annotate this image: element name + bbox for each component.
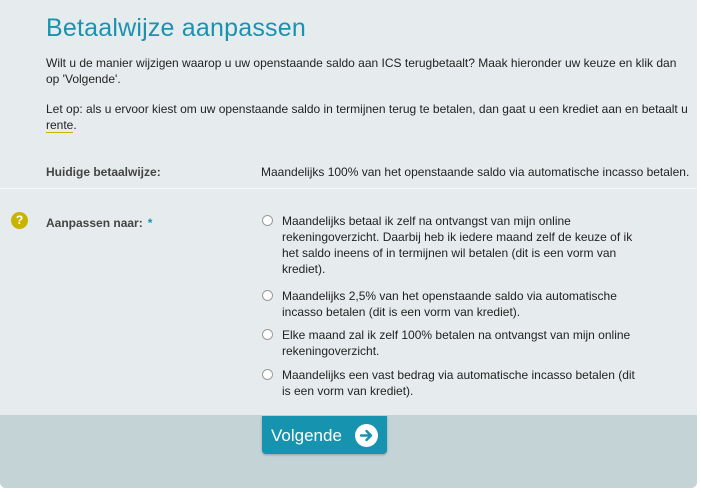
- next-button-label: Volgende: [271, 426, 342, 445]
- payment-option-label: Maandelijks een vast bedrag via automatische incasso betalen (dit is een vorm van krediet).: [282, 368, 635, 398]
- payment-option-self-pay-100[interactable]: [262, 327, 662, 359]
- payment-option-self-pay-choice[interactable]: [262, 213, 662, 277]
- current-method-value: Maandelijks 100% van het openstaande saldo via automatische incasso betalen.: [261, 165, 690, 179]
- radio-button[interactable]: [262, 329, 273, 340]
- intro-text: Wilt u de manier wijzigen waarop u uw openstaande saldo aan ICS terugbetaalt? Maak hieronder uw keuze en klik dan op 'Volgende'.: [46, 56, 677, 86]
- notice-text-start: Let op: als u ervoor kiest om uw openstaande saldo in termijnen terug te betalen, dan gaat u een krediet aan en betaalt u: [46, 102, 688, 116]
- rente-link[interactable]: rente: [46, 117, 74, 132]
- payment-option-label: Maandelijks 2,5% van het openstaande saldo via automatische incasso betalen (dit is een vorm van krediet).: [282, 289, 617, 319]
- notice-text-end: .: [73, 117, 77, 132]
- page-title: Betaalwijze aanpassen: [46, 14, 306, 42]
- divider: [0, 188, 697, 189]
- required-marker: *: [147, 216, 153, 230]
- change-to-label-text: Aanpassen naar:: [46, 216, 143, 230]
- radio-button[interactable]: [262, 215, 273, 226]
- next-button[interactable]: [262, 416, 387, 454]
- payment-option-label: Maandelijks betaal ik zelf na ontvangst van mijn online rekeningoverzicht. Daarbij heb ik iedere maand zelf de keuze of ik het saldo ineens of in termijnen wil betalen (dit is een vorm van krediet).: [282, 214, 633, 276]
- help-icon[interactable]: ?: [11, 212, 28, 229]
- radio-button[interactable]: [262, 369, 273, 380]
- notice-text: [46, 102, 696, 133]
- payment-option-direct-debit-2-5[interactable]: [262, 288, 662, 320]
- arrow-right-icon: [355, 424, 378, 447]
- change-to-label: [46, 216, 152, 230]
- payment-option-label: Elke maand zal ik zelf 100% betalen na ontvangst van mijn online rekeningoverzicht.: [282, 328, 631, 358]
- radio-button[interactable]: [262, 290, 273, 301]
- current-method-label: Huidige betaalwijze:: [46, 165, 161, 179]
- payment-option-fixed-amount[interactable]: [262, 367, 662, 399]
